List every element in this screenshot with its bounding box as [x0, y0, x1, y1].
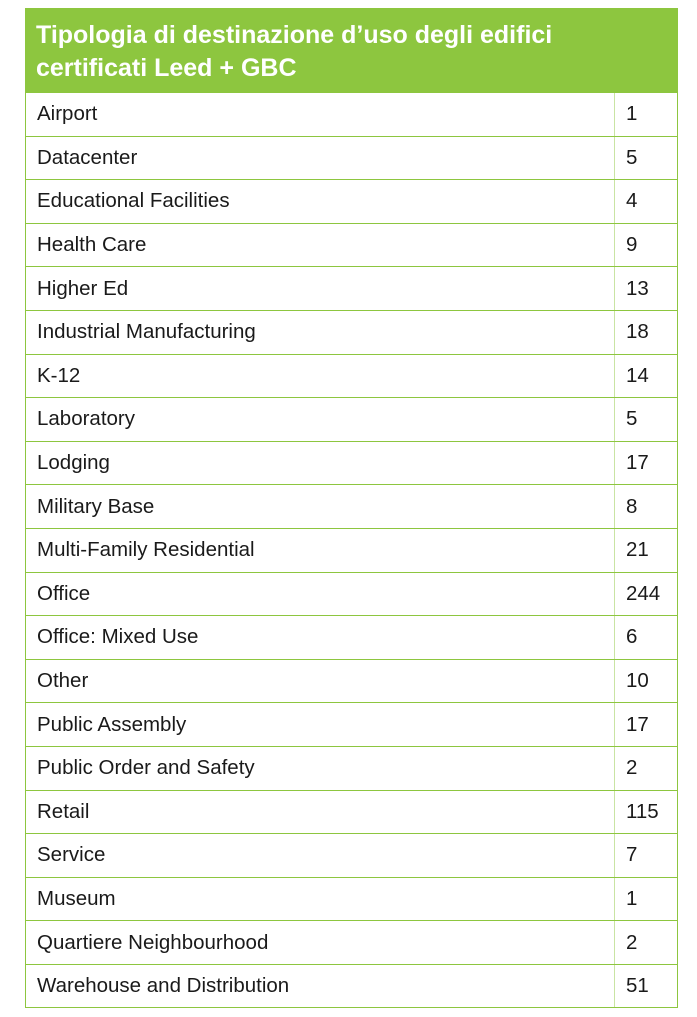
table-title: Tipologia di destinazione d’uso degli edifici certificati Leed + GBC [25, 8, 678, 93]
table-row [26, 834, 677, 878]
table-row [26, 747, 677, 791]
row-value: 18 [614, 311, 677, 354]
row-value: 2 [614, 747, 677, 790]
row-label: Lodging [26, 442, 614, 485]
building-use-table [25, 8, 678, 1008]
row-label: Health Care [26, 224, 614, 267]
row-value: 9 [614, 224, 677, 267]
row-label: Educational Facilities [26, 180, 614, 223]
row-label: Museum [26, 878, 614, 921]
row-label: Datacenter [26, 137, 614, 180]
table-row [26, 573, 677, 617]
row-label: Retail [26, 791, 614, 834]
row-label: Public Order and Safety [26, 747, 614, 790]
table-row [26, 529, 677, 573]
row-label: Other [26, 660, 614, 703]
row-label: Warehouse and Distribution [26, 965, 614, 1008]
table-body [25, 93, 678, 1008]
table-row [26, 921, 677, 965]
row-label: Quartiere Neighbourhood [26, 921, 614, 964]
row-value: 17 [614, 442, 677, 485]
row-value: 115 [614, 791, 677, 834]
row-value: 7 [614, 834, 677, 877]
row-value: 1 [614, 93, 677, 136]
row-value: 5 [614, 398, 677, 441]
row-label: Office: Mixed Use [26, 616, 614, 659]
row-value: 5 [614, 137, 677, 180]
row-value: 4 [614, 180, 677, 223]
row-value: 244 [614, 573, 677, 616]
row-label: Multi-Family Residential [26, 529, 614, 572]
row-label: Airport [26, 93, 614, 136]
row-label: Military Base [26, 485, 614, 528]
table-row [26, 485, 677, 529]
table-row [26, 660, 677, 704]
table-row [26, 355, 677, 399]
table-row [26, 442, 677, 486]
row-label: Office [26, 573, 614, 616]
row-label: Laboratory [26, 398, 614, 441]
table-row [26, 878, 677, 922]
row-label: Service [26, 834, 614, 877]
row-value: 14 [614, 355, 677, 398]
table-row [26, 224, 677, 268]
row-label: Industrial Manufacturing [26, 311, 614, 354]
row-value: 2 [614, 921, 677, 964]
table-row [26, 791, 677, 835]
table-row [26, 180, 677, 224]
row-label: Higher Ed [26, 267, 614, 310]
row-value: 1 [614, 878, 677, 921]
table-row [26, 616, 677, 660]
row-value: 17 [614, 703, 677, 746]
table-row [26, 703, 677, 747]
table-row [26, 93, 677, 137]
table-row [26, 311, 677, 355]
table-row [26, 137, 677, 181]
table-row [26, 398, 677, 442]
row-value: 51 [614, 965, 677, 1008]
row-value: 8 [614, 485, 677, 528]
row-value: 21 [614, 529, 677, 572]
row-value: 6 [614, 616, 677, 659]
table-row [26, 965, 677, 1009]
row-value: 13 [614, 267, 677, 310]
table-row [26, 267, 677, 311]
row-value: 10 [614, 660, 677, 703]
row-label: Public Assembly [26, 703, 614, 746]
row-label: K-12 [26, 355, 614, 398]
